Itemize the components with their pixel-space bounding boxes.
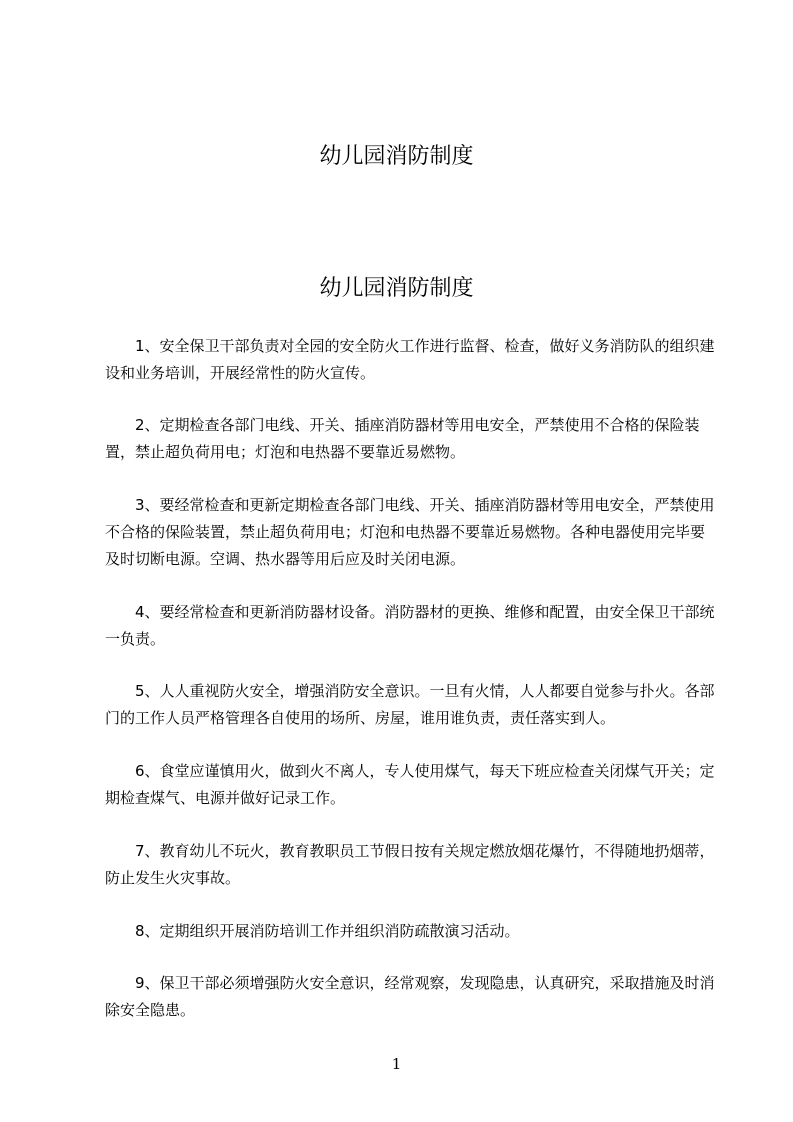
page-number: 1 — [391, 1055, 402, 1073]
paragraph-2: 2、定期检查各部门电线、开关、插座消防器材等用电安全，严禁使用不合格的保险装置，禁止超负荷用电；灯泡和电热器不要靠近易燃物。 — [105, 416, 700, 461]
paragraph-4: 4、要经常检查和更新消防器材设备。消防器材的更换、维修和配置，由安全保卫干部统一负责。 — [105, 603, 715, 648]
paragraph-3: 3、要经常检查和更新定期检查各部门电线、开关、插座消防器材等用电安全，严禁使用不合格的保险装置，禁止超负荷用电；灯泡和电热器不要靠近易燃物。各种电器使用完毕要及时切断电源。空调、热水器等用后应及时关闭电源。 — [105, 496, 715, 568]
paragraph-8: 8、定期组织开展消防培训工作并组织消防疏散演习活动。 — [135, 922, 520, 940]
paragraph-9: 9、保卫干部必须增强防火安全意识，经常观察，发现隐患，认真研究，采取措施及时消除安全隐患。 — [105, 974, 715, 1019]
paragraph-1: 1、安全保卫干部负责对全园的安全防火工作进行监督、检查，做好义务消防队的组织建设和业务培训，开展经常性的防火宣传。 — [105, 337, 715, 382]
section-title: 幼儿园消防制度 — [319, 276, 474, 301]
document-title: 幼儿园消防制度 — [319, 144, 474, 169]
paragraph-6: 6、食堂应谨慎用火，做到火不离人，专人使用煤气，每天下班应检查关闭煤气开关；定期检查煤气、电源并做好记录工作。 — [105, 762, 715, 807]
paragraph-5: 5、人人重视防火安全，增强消防安全意识。一旦有火情，人人都要自觉参与扑火。各部门的工作人员严格管理各自使用的场所、房屋，谁用谁负责，责任落实到人。 — [105, 682, 715, 727]
paragraph-7: 7、教育幼儿不玩火，教育教职员工节假日按有关规定燃放烟花爆竹，不得随地扔烟蒂，防止发生火灾事故。 — [105, 842, 715, 887]
